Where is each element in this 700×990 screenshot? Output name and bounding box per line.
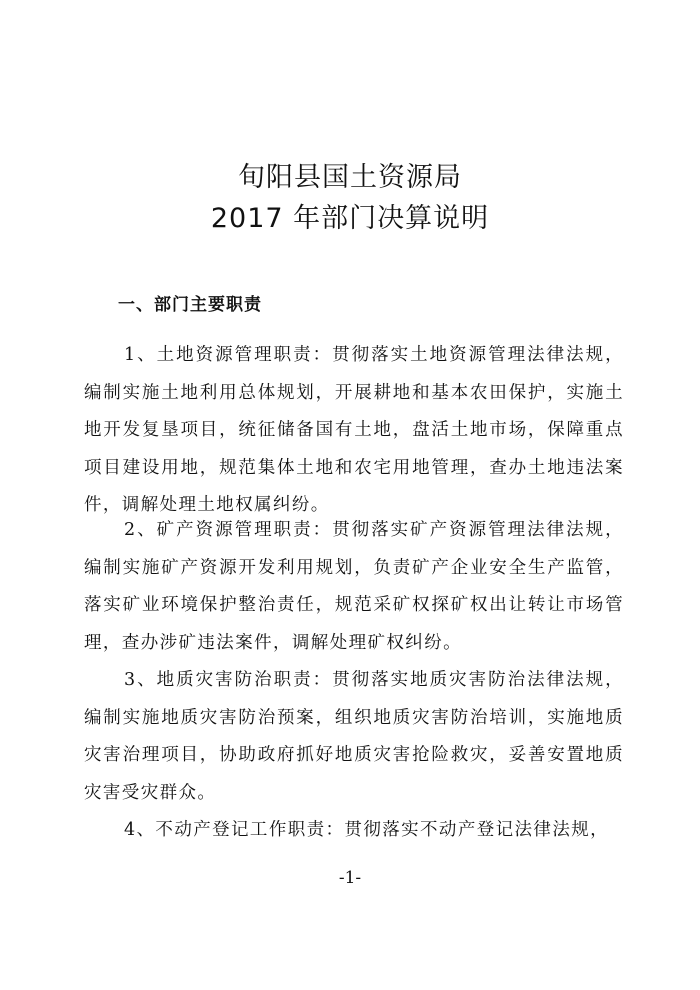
document-title-line2: 2017 年部门决算说明 (210, 203, 490, 234)
paragraph-real-estate-registration: 4、不动产登记工作职责：贯彻落实不动产登记法律法规， (124, 820, 610, 840)
paragraph-geological-disaster: 3、地质灾害防治职责：贯彻落实地质灾害防治法律法规，编制实施地质灾害防治预案，组织地质灾害防治培训，实施地质灾害治理项目，协助政府抓好地质灾害抢险救灾，妥善安置地质灾害受灾群众。 (84, 670, 624, 803)
paragraph-mineral-resources: 2、矿产资源管理职责：贯彻落实矿产资源管理法律法规，编制实施矿产资源开发利用规划，负责矿产企业安全生产监管，落实矿业环境保护整治责任，规范采矿权探矿权出让转让市场管理，查办涉矿违法案件，调解处理矿权纠纷。 (84, 520, 624, 653)
document-title-line1: 旬阳县国土资源局 (238, 162, 462, 193)
section-heading: 一、部门主要职责 (118, 295, 262, 315)
page-number: -1- (338, 868, 362, 888)
paragraph-land-resources: 1、土地资源管理职责：贯彻落实土地资源管理法律法规，编制实施土地利用总体规划，开展耕地和基本农田保护，实施土地开发复垦项目，统征储备国有土地，盘活土地市场，保障重点项目建设用地，规范集体土地和农宅用地管理，查办土地违法案件，调解处理土地权属纠纷。 (84, 345, 624, 515)
